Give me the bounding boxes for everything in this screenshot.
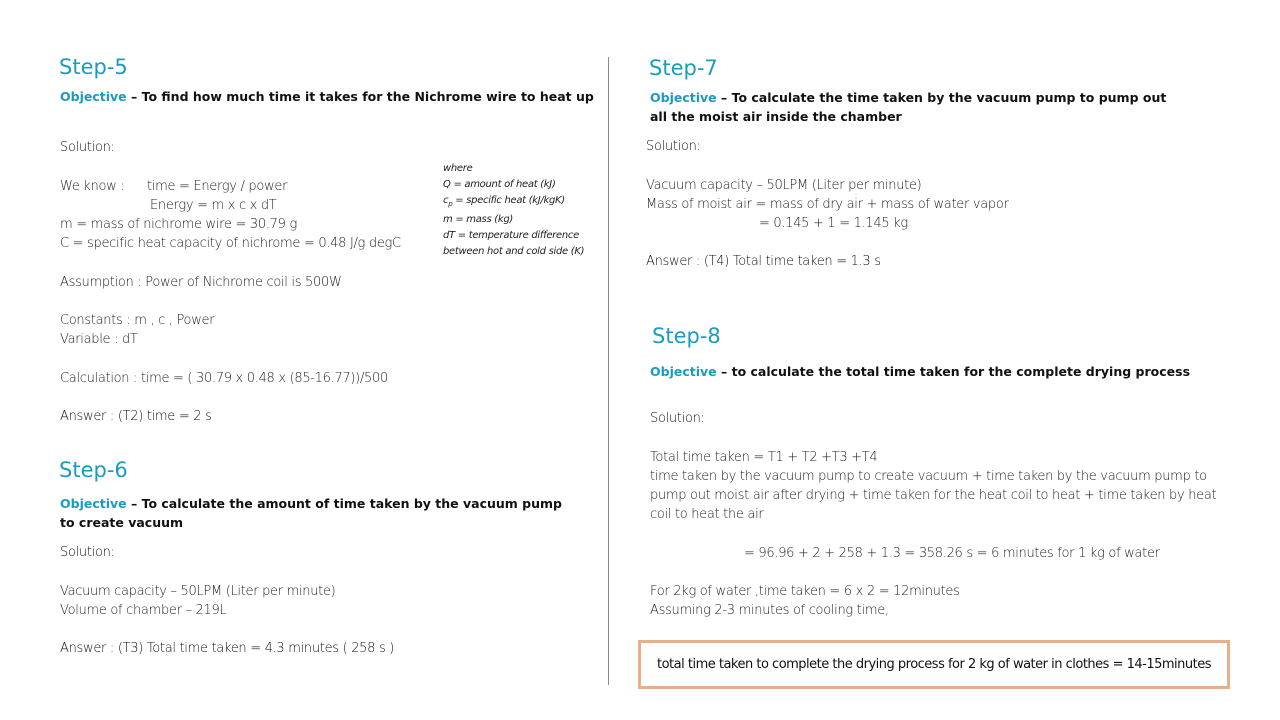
step5-we-know: We know :	[60, 179, 125, 194]
objective-label: Objective	[60, 89, 127, 104]
step6-volume: Volume of chamber – 219L	[60, 603, 227, 618]
step5-answer: Answer : (T2) time = 2 s	[60, 409, 212, 424]
step7-title: Step-7	[649, 56, 718, 80]
step8-sum: = 96.96 + 2 + 258 + 1.3 = 358.26 s = 6 minutes for 1 kg of water	[744, 546, 1160, 561]
step5-assumption: Assumption : Power of Nichrome coil is 500W	[60, 275, 342, 290]
step6-solution-label: Solution:	[60, 545, 115, 560]
objective-label: Objective	[650, 90, 717, 105]
final-result-text: total time taken to complete the drying process for 2 kg of water in clothes = 14-15minutes	[657, 657, 1211, 672]
step6-title: Step-6	[59, 458, 128, 482]
note-dt: dT = temperature difference	[443, 230, 579, 241]
step5-solution-label: Solution:	[60, 140, 115, 155]
step6-capacity: Vacuum capacity – 50LPM (Liter per minute)	[60, 584, 336, 599]
step5-variable: Variable : dT	[60, 332, 138, 347]
objective-text: – To find how much time it takes for the Nichrome wire to heat up	[126, 89, 594, 104]
step8-desc-line3: coil to heat the air	[650, 507, 764, 522]
step8-total-formula: Total time taken = T1 + T2 +T3 +T4	[650, 450, 878, 465]
step6-answer: Answer : (T3) Total time taken = 4.3 minutes ( 258 s )	[60, 641, 395, 656]
step6-objective	[60, 494, 580, 532]
step5-specific-heat: C = specific heat capacity of nichrome = 0.48 J/g degC	[60, 236, 401, 251]
step7-answer: Answer : (T4) Total time taken = 1.3 s	[646, 254, 881, 269]
objective-text: – To calculate the amount of time taken by the vacuum pump to create vacuum	[60, 496, 562, 530]
step7-mass-calc: = 0.145 + 1 = 1.145 kg	[759, 216, 908, 231]
column-divider	[608, 57, 609, 685]
step7-capacity: Vacuum capacity – 50LPM (Liter per minute)	[646, 178, 922, 193]
step5-formula-time: time = Energy / power	[147, 179, 288, 194]
step5-constants: Constants : m , c , Power	[60, 313, 215, 328]
note-where: where	[443, 163, 473, 174]
step5-calculation: Calculation : time = ( 30.79 x 0.48 x (85-16.77))/500	[60, 371, 388, 386]
objective-text: – To calculate the time taken by the vacuum pump to pump out all the moist air inside the chamber	[650, 90, 1167, 124]
step5-objective	[60, 87, 600, 106]
note-m: m = mass (kg)	[443, 214, 513, 225]
step7-objective	[650, 88, 1170, 126]
step7-solution-label: Solution:	[646, 139, 701, 154]
step8-two-kg: For 2kg of water ,time taken = 6 x 2 = 12minutes	[650, 584, 960, 599]
step7-mass-air: Mass of moist air = mass of dry air + mass of water vapor	[646, 197, 1009, 212]
objective-label: Objective	[60, 496, 127, 511]
step5-variable-notes	[443, 161, 584, 260]
note-cp: $c_p$ = specific heat (kJ/kgK)	[443, 195, 565, 208]
step5-formula-energy: Energy = m x c x dT	[150, 198, 277, 213]
step8-objective	[650, 362, 1210, 381]
step8-solution-label: Solution:	[650, 411, 705, 426]
note-dt-2: between hot and cold side (K)	[443, 246, 585, 257]
step8-cooling: Assuming 2-3 minutes of cooling time,	[650, 603, 889, 618]
step5-mass: m = mass of nichrome wire = 30.79 g	[60, 217, 297, 232]
step5-title: Step-5	[59, 55, 128, 79]
final-result-box	[638, 640, 1230, 689]
step8-title: Step-8	[652, 324, 721, 348]
note-q: Q = amount of heat (kJ)	[443, 179, 556, 190]
step8-desc-line1: time taken by the vacuum pump to create vacuum + time taken by the vacuum pump to	[650, 469, 1207, 484]
step8-desc-line2: pump out moist air after drying + time taken for the heat coil to heat + time taken by heat	[650, 488, 1217, 503]
objective-text: – to calculate the total time taken for the complete drying process	[716, 364, 1191, 379]
objective-label: Objective	[650, 364, 717, 379]
